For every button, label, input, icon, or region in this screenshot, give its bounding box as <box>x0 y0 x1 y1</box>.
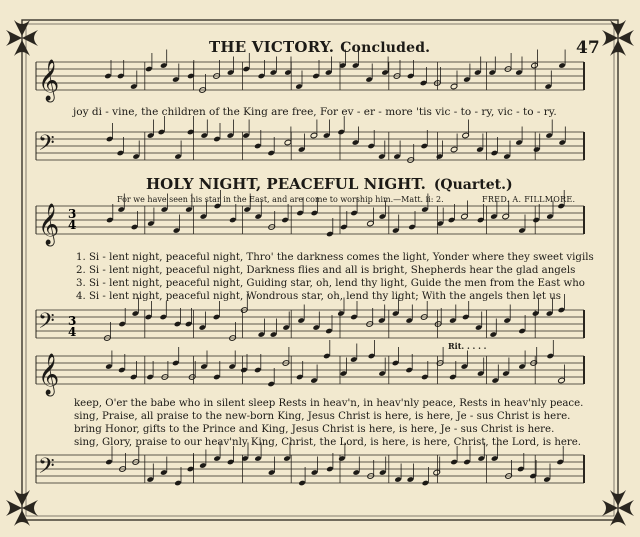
bass-clef-icon: 𝄢 <box>38 454 55 484</box>
verse-1-part2: keep, O'er the babe who in silent sleep Rests in heav'n, in heav'nly peace, Rests in heav'nly peace. <box>74 398 584 409</box>
ts-bottom-bass: 4 <box>68 325 77 339</box>
verse-4-part1: 4. Si - lent night, peaceful night, Wondrous star, oh, lend thy light; With the angels then let us <box>76 291 562 302</box>
hymn2-composer: FRED. A. FILLMORE. <box>482 195 576 204</box>
ts-top-bass: 3 <box>68 314 77 328</box>
hymn2-title-text: HOLY NIGHT, PEACEFUL NIGHT. <box>146 175 426 193</box>
hymn1-title-text: THE VICTORY. <box>209 38 335 56</box>
treble-clef-icon: 𝄞 <box>38 354 60 395</box>
hymn1-lyric-line: joy di - vine, the children of the King are free, For ev - er - more 'tis vic - to - ry, vic - to - ry. <box>73 106 557 118</box>
verse-3-part2: bring Honor, gifts to the Prince and King, Jesus Christ is here, is here, Je - sus Christ is here. <box>74 424 555 435</box>
ts-bottom-treble: 4 <box>68 218 77 232</box>
verse-1-part1: 1. Si - lent night, peaceful night, Thro' the darkness comes the light, Yonder where they sweet vigils <box>76 252 594 263</box>
verse-2-part1: 2. Si - lent night, peaceful night, Darkness flies and all is bright, Shepherds hear the glad angels <box>76 265 576 276</box>
treble-clef-icon: 𝄞 <box>38 60 60 101</box>
hymn1-title-suffix: Concluded. <box>340 40 431 56</box>
page-number: 47 <box>576 38 600 58</box>
bass-clef-icon: 𝄢 <box>38 309 55 339</box>
hymn2-epigraph: For we have seen his star in the East, and are come to worship him.—Matt. ii: 2. <box>117 195 444 204</box>
hymn2-title-suffix: (Quartet.) <box>433 177 513 193</box>
ritardando-mark: Rit. . . . . <box>448 341 487 351</box>
verse-4-part2: sing, Glory, praise to our heav'nly King, Christ, the Lord, is here, is here, Christ, the Lord, is here. <box>74 437 582 448</box>
ts-top-treble: 3 <box>68 207 77 221</box>
bass-clef-icon: 𝄢 <box>38 131 55 161</box>
treble-clef-icon: 𝄞 <box>38 204 60 245</box>
verse-3-part1: 3. Si - lent night, peaceful night, Guiding star, oh, lend thy light, Guide the men from the East who <box>76 278 585 289</box>
verse-2-part2: sing, Praise, all praise to the new-born King, Jesus Christ is here, is here, Je - sus Christ is here. <box>74 411 571 422</box>
